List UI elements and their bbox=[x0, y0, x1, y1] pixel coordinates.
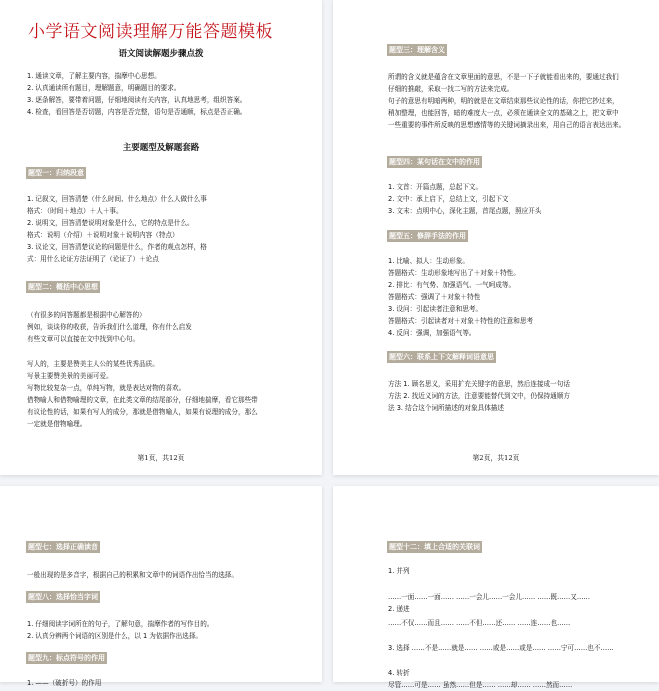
type1-line: 式：用什么论证方法证明了（论证了）＋论点 bbox=[27, 255, 159, 263]
step-1: 1. 通读文章，了解主要内容，揣摩中心思想。 bbox=[27, 72, 161, 80]
type7-line: 一般出现的是多音字，根据自己的积累和文章中的词语作出恰当的选择。 bbox=[27, 571, 238, 579]
type1-line: 格式：说明（介绍）＋说明对象＋说明内容（特点） bbox=[27, 231, 179, 239]
step-3: 3. 逐条解答，要带着问题，仔细地阅读有关内容，认真地思考，组织答案。 bbox=[27, 96, 247, 104]
type3-line: 仔细的推敲，采取一找二写的方法来完成。 bbox=[388, 85, 514, 93]
type4-band: 题型四：某句话在文中的作用 bbox=[389, 158, 480, 166]
type5-line: 4. 反问：强调，加强语气等。 bbox=[388, 329, 476, 337]
conjunction-line: 尽管……可是…… 虽然……但是…… ……却…… ……然而…… bbox=[388, 681, 573, 689]
page-footer: 第2页，共12页 bbox=[472, 454, 520, 462]
type12-band: 题型十二：填上合适的关联词 bbox=[389, 543, 480, 551]
type2-band: 题型二：概括中心思想 bbox=[28, 283, 98, 291]
type4-line: 2. 文中：承上启下，总结上文，引起下文 bbox=[388, 195, 509, 203]
conjunction-line: 1. 并列 bbox=[388, 567, 410, 575]
type9-band: 题型九：标点符号的作用 bbox=[28, 654, 105, 662]
type2-line: 借物喻人和借物喻理的文章，在此类文章的结尾部分，仔细地揣摩，看它那些带 bbox=[27, 396, 258, 404]
type2-line: 写景主要赞美景的美丽可爱。 bbox=[27, 372, 113, 380]
type5-band: 题型五：修辞手法的作用 bbox=[389, 232, 466, 240]
type3-line: 一些重要的事件所反映的思想感情等的关键词摘录出来，用自己的语言表达出来。 bbox=[388, 121, 626, 129]
conjunction-line: 4. 转折 bbox=[388, 669, 410, 677]
type8-line: 2. 认真分辨两个词语的区别是什么，以 1 为依据作出选择。 bbox=[27, 632, 203, 640]
subtitle: 语文阅读解题步骤点拨 bbox=[118, 49, 204, 59]
step-4: 4. 检查，看回答是否切题，内容是否完整，语句是否通顺，标点是否正确。 bbox=[27, 108, 247, 116]
document-page-2 bbox=[333, 0, 659, 475]
conjunction-line: 3. 选择 ……不是……就是…… ……或是……或是…… ……宁可……也不…… bbox=[388, 644, 614, 652]
type2-line: （有很多的问答题都是根据中心解答的） bbox=[27, 311, 146, 319]
type3-band: 题型三：理解含义 bbox=[389, 46, 445, 54]
document-page-1 bbox=[0, 0, 322, 475]
type6-line: 方法 2. 找近义词的方法，注意要能替代到文中，仍保持通顺方 bbox=[388, 392, 570, 400]
type6-line: 法 3. 结合这个词所描述的对象具体描述 bbox=[388, 404, 504, 412]
type2-line: 一定就是借物喻理。 bbox=[27, 420, 87, 428]
type3-line: 所谓的含义就是蕴含在文章里面的意思，不是一下子就能看出来的，要通过我们 bbox=[388, 73, 619, 81]
document-title: 小学语文阅读理解万能答题模板 bbox=[28, 22, 273, 42]
type2-line: 写人的，主要是赞美主人公的某些优秀品质。 bbox=[27, 360, 159, 368]
type1-line: 3. 议论文，回答清楚议论的问题是什么，作者的观点怎样，格 bbox=[27, 243, 207, 251]
type6-line: 方法 1. 顾名思义，采用扩充关键字的意思，然后连接成一句话 bbox=[388, 380, 570, 388]
type1-line: 2. 说明文，回答清楚说明对象是什么，它的特点是什么。 bbox=[27, 219, 194, 227]
type5-line: 答题格式：生动形象地写出了＋对象＋特性。 bbox=[388, 269, 520, 277]
step-2: 2. 认真通读所有题目，理解题意，明确题目的要求。 bbox=[27, 84, 181, 92]
type2-line: 有些文章可以直接在文中找到中心句。 bbox=[27, 335, 140, 343]
type5-line: 答题格式：强调了＋对象＋特性 bbox=[388, 293, 481, 301]
type2-line: 写物比较复杂一点，单纯写物，就是表达对物的喜欢。 bbox=[27, 384, 186, 392]
document-page-3 bbox=[0, 486, 322, 687]
type4-line: 1. 文首：开篇点题，总起下文。 bbox=[388, 183, 483, 191]
type1-line: 1. 记叙文，回答清楚（什么时间、什么地点）什么人做什么事 bbox=[27, 195, 207, 203]
document-page-4 bbox=[333, 486, 659, 689]
type5-line: 答题格式：引起读者对＋对象＋特性的注意和思考 bbox=[388, 317, 534, 325]
type5-line: 2. 排比：有气势、加强语气、一气呵成等。 bbox=[388, 281, 516, 289]
type8-band: 题型八：选择恰当字词 bbox=[28, 593, 98, 601]
type8-line: 1. 仔细阅读字词所在的句子，了解句意，揣摩作者的写作目的。 bbox=[27, 620, 214, 628]
type6-band: 题型六：联系上下文解释词语意思 bbox=[389, 353, 494, 361]
type5-line: 1. 比喻、拟人：生动形象。 bbox=[388, 257, 469, 265]
page-footer: 第1页，共12页 bbox=[137, 454, 185, 462]
type4-line: 3. 文末：点明中心，深化主题，首尾点题，照应开头 bbox=[388, 207, 542, 215]
type2-line: 有议论性的话，如果有写人的成分，那就是借物喻人，如果有说理的成分，那么 bbox=[27, 408, 258, 416]
section-title: 主要题型及解题套路 bbox=[122, 143, 200, 153]
type3-line: 稍加整理，也能回答，暗的难度大一点，必须在通读全文的基础之上，把文章中 bbox=[388, 109, 619, 117]
conjunction-line: ……一面……一面…… ……一会儿……一会儿…… ……既……又…… bbox=[388, 593, 591, 601]
type9-line: 1. ——（破折号）的作用 bbox=[27, 679, 102, 687]
type1-band: 题型一：归纳段意 bbox=[28, 169, 84, 177]
type7-band: 题型七：选择正确读音 bbox=[28, 543, 98, 551]
type2-line: 例如，谈谈你的收获，告诉我们什么道理，你有什么启发 bbox=[27, 323, 192, 331]
conjunction-line: 2. 递进 bbox=[388, 605, 410, 613]
type3-line: 句子的意思有明暗两种，明的就是在文章结束那些议论性的话，你把它抄过来， bbox=[388, 97, 619, 105]
type1-line: 格式：（时间＋地点）＋人＋事。 bbox=[27, 207, 123, 215]
conjunction-line: ……不仅……而且…… ……不但……还…… ……连……也…… bbox=[388, 619, 571, 627]
type5-line: 3. 设问：引起读者注意和思考。 bbox=[388, 305, 483, 313]
